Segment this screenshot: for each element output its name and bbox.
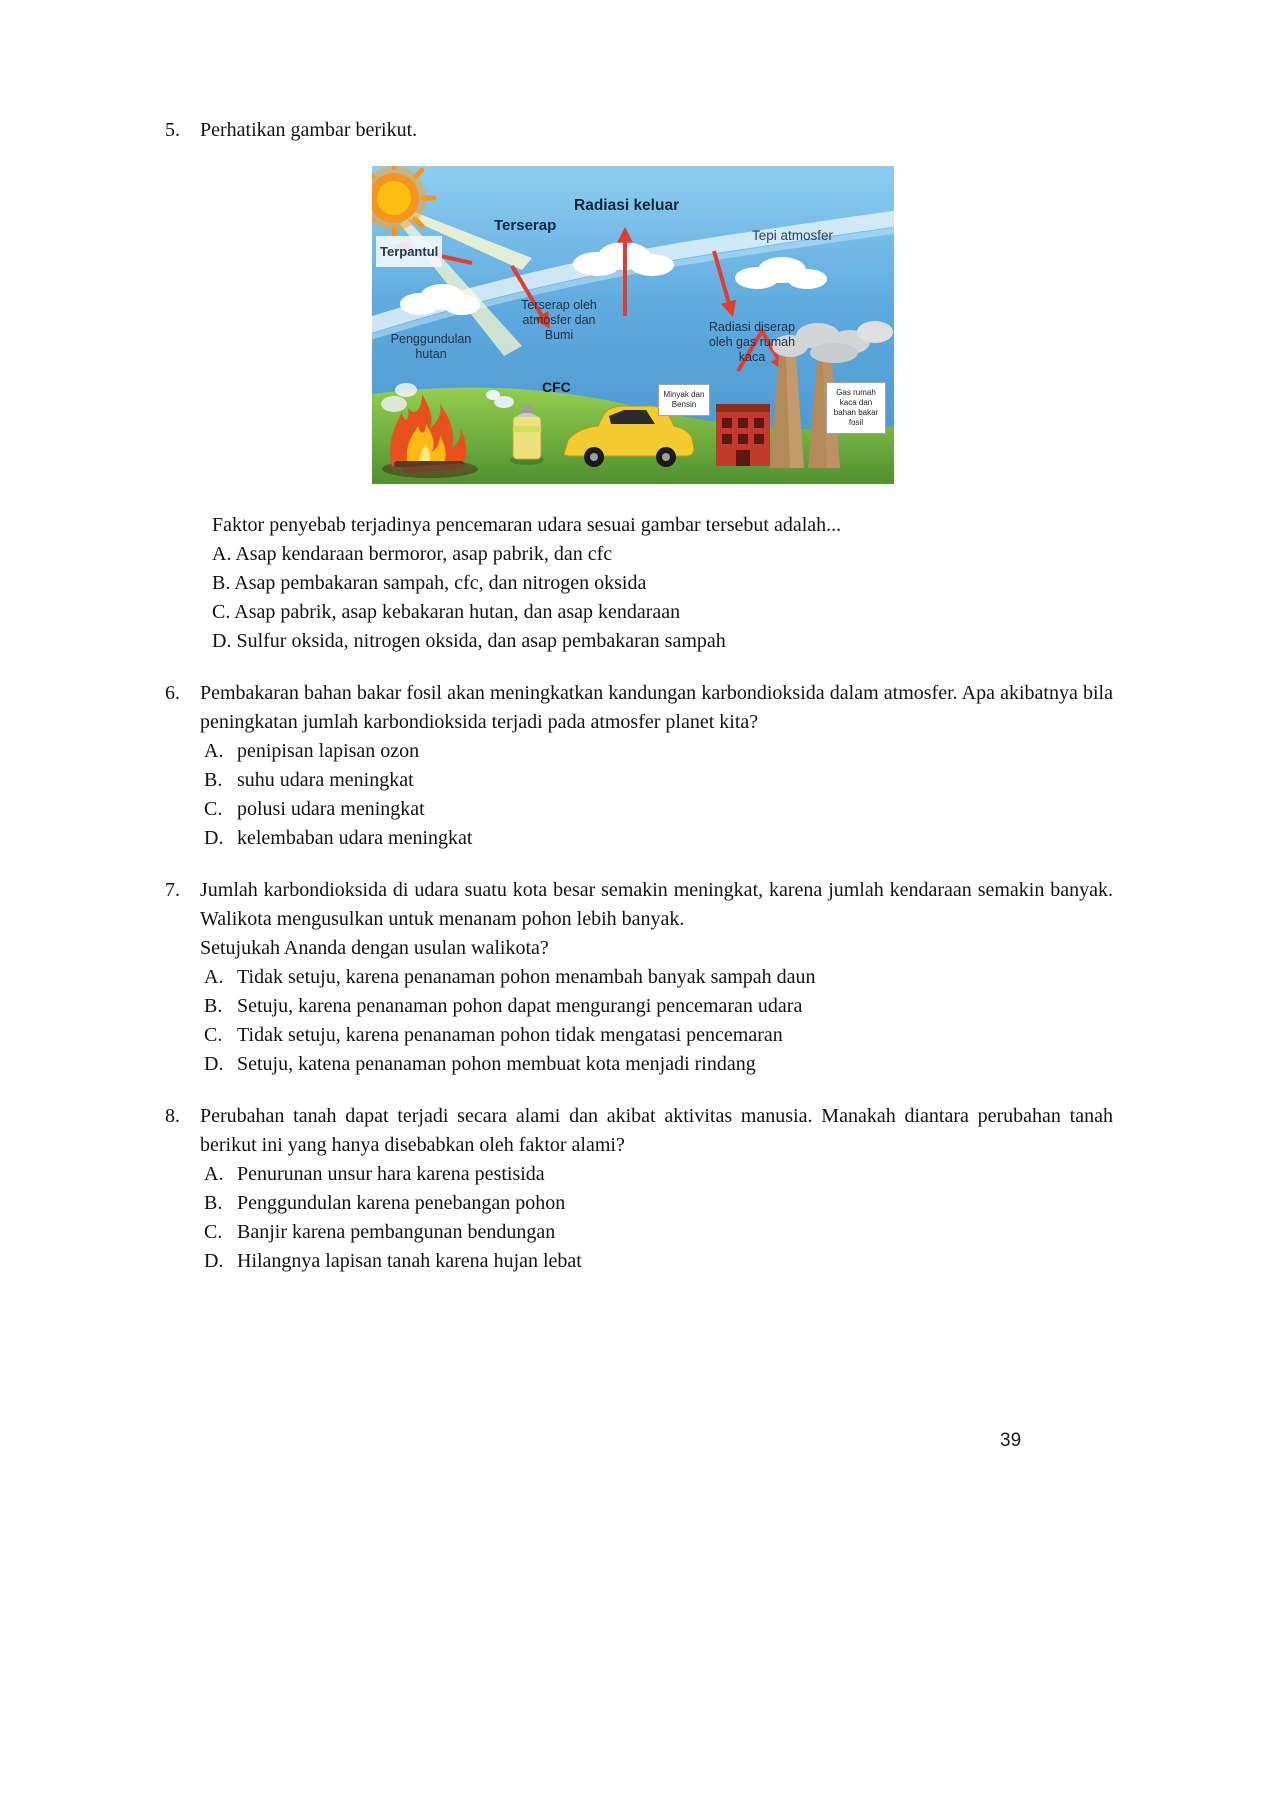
question-7 xyxy=(165,876,1113,1079)
page-number: 39 xyxy=(1000,1430,1022,1451)
diagram-label-tepi-atmosfer: Tepi atmosfer xyxy=(752,228,834,243)
option-7d: D. Setuju, katena penanaman pohon membuat kota menjadi rindang xyxy=(204,1053,756,1075)
option-8d: D. Hilangnya lapisan tanah karena hujan lebat xyxy=(204,1250,582,1272)
diagram-label-cfc: CFC xyxy=(542,379,571,395)
diagram-box-gas-rumah-kaca xyxy=(826,382,886,434)
question-8-text: Perubahan tanah dapat terjadi secara alami dan akibat aktivitas manusia. Manakah diantara perubahan tanah berikut ini yang hanya disebabkan oleh faktor alami? xyxy=(200,1105,1113,1156)
question-5-number: 5. xyxy=(165,119,180,141)
option-7c: C. Tidak setuju, karena penanaman pohon tidak mengatasi pencemaran xyxy=(204,1024,783,1046)
option-6d: D. kelembaban udara meningkat xyxy=(204,827,473,849)
question-5-prompt: Faktor penyebab terjadinya pencemaran udara sesuai gambar tersebut adalah... xyxy=(212,514,842,536)
diagram-label-radiasi-keluar: Radiasi keluar xyxy=(574,197,680,214)
question-6-text: Pembakaran bahan bakar fosil akan meningkatkan kandungan karbondioksida dalam atmosfer. Apa akibatnya bila peningkatan jumlah karbondioksida terjadi pada atmosfer planet kita? xyxy=(200,682,1113,733)
diagram-label-radiasi-diserap: Radiasi diserap oleh gas rumah kaca xyxy=(708,320,796,364)
diagram-box-minyak-bensin xyxy=(658,384,710,416)
factory-building xyxy=(716,404,770,466)
question-8 xyxy=(165,1102,1113,1276)
option-5c: C. Asap pabrik, asap kebakaran hutan, dan asap kendaraan xyxy=(212,601,681,623)
question-6-number: 6. xyxy=(165,682,180,704)
question-8-number: 8. xyxy=(165,1105,180,1127)
option-7b: B. Setuju, karena penanaman pohon dapat mengurangi pencemaran udara xyxy=(204,995,803,1017)
question-5-options xyxy=(212,540,1113,656)
option-8c: C. Banjir karena pembangunan bendungan xyxy=(204,1221,556,1243)
diagram-label-penggundulan-hutan: Penggundulan hutan xyxy=(390,332,472,361)
option-5d: D. Sulfur oksida, nitrogen oksida, dan asap pembakaran sampah xyxy=(212,630,726,652)
diagram-box-gas-text: Gas rumah kaca dan bahan bakar fosil xyxy=(833,388,879,427)
diagram-label-terserap-oleh: Terserap oleh atmosfer dan Bumi xyxy=(521,298,597,342)
diagram-label-terserap: Terserap xyxy=(494,217,557,234)
option-6a: A. penipisan lapisan ozon xyxy=(204,740,420,762)
question-7-number: 7. xyxy=(165,879,180,901)
diagram-label-terpantul: Terpantul xyxy=(376,236,442,267)
diagram-box-minyak-text: Minyak dan Bensin xyxy=(663,390,705,409)
question-5-intro: Perhatikan gambar berikut. xyxy=(200,119,418,141)
question-5 xyxy=(165,116,1113,656)
question-6 xyxy=(165,679,1113,853)
option-5b: B. Asap pembakaran sampah, cfc, dan nitrogen oksida xyxy=(212,572,647,594)
question-7-subtext: Setujukah Ananda dengan usulan walikota? xyxy=(200,937,549,959)
option-8b: B. Penggundulan karena penebangan pohon xyxy=(204,1192,566,1214)
option-7a: A. Tidak setuju, karena penanaman pohon menambah banyak sampah daun xyxy=(204,966,816,988)
option-6c: C. polusi udara meningkat xyxy=(204,798,425,820)
question-7-text: Jumlah karbondioksida di udara suatu kota besar semakin meningkat, karena jumlah kendaraan semakin banyak. Walikota mengusulkan untuk menanam pohon lebih banyak. xyxy=(200,879,1113,930)
option-8a: A. Penurunan unsur hara karena pestisida xyxy=(204,1163,545,1185)
option-5a: A. Asap kendaraan bermoror, asap pabrik, dan cfc xyxy=(212,543,613,565)
greenhouse-diagram xyxy=(372,166,894,484)
option-6b: B. suhu udara meningkat xyxy=(204,769,414,791)
